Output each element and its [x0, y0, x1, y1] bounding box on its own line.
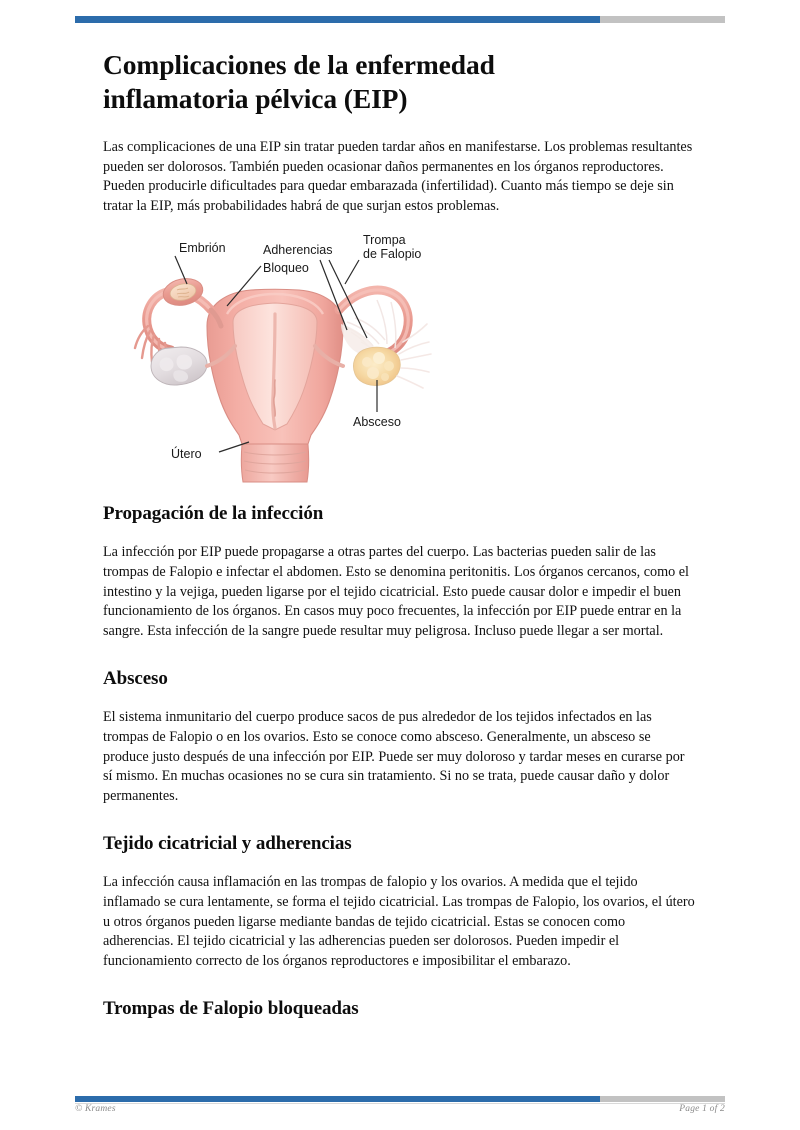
header-rule-blue-segment	[75, 16, 600, 23]
section-heading-propagacion: Propagación de la infección	[103, 503, 324, 525]
document-content	[103, 48, 697, 1021]
label-fallopian-tube-line2: de Falopio	[363, 247, 422, 262]
label-abscess: Absceso	[353, 415, 401, 430]
abscess-shape	[353, 348, 400, 386]
label-fallopian-tube-line1: Trompa	[363, 233, 406, 248]
section-body-absceso: El sistema inmunitario del cuerpo produce sacos de pus alrededor de los tejidos infectados en las trompas de Falopio o en los ovarios. Esto se conoce como absceso. Generalmente, un absceso se produce justo después de una infección por EIP. Puede ser muy doloroso y tardar meses en curarse por sí mismo. En muchas ocasiones no se cura sin tratamiento. Si no se trata, puede causar daño y dolor permanentes.	[103, 709, 685, 804]
footer-rule-blue-segment	[75, 1096, 600, 1102]
section-heading-absceso: Absceso	[103, 668, 168, 690]
footer-rule-gray-segment	[600, 1096, 725, 1102]
label-adhesions: Adherencias	[263, 243, 333, 258]
footer-copyright: © Krames	[75, 1104, 116, 1114]
header-rule	[75, 16, 725, 23]
cervix-shape	[241, 444, 308, 482]
section-body-propagacion: La infección por EIP puede propagarse a otras partes del cuerpo. Las bacterias pueden salir de las trompas de Falopio e infectar el abdomen. Esto se denomina peritonitis. Los órganos cercanos, como el intestino y la vejiga, pueden ligarse por el tejido cicatricial. Esto puede causar dolor e impedir el buen funcionamiento de los órganos. En casos muy poco frecuentes, la infección por EIP puede entrar en la sangre. Esta infección de la sangre puede resultar muy peligrosa. Incluso puede llegar a ser mortal.	[103, 544, 689, 639]
section-body-tejido-cicatricial: La infección causa inflamación en las trompas de falopio y los ovarios. A medida que el tejido inflamado se cura lentamente, se forma el tejido cicatricial. Las trompas de Falopio, los ovarios, el útero u otros órganos pueden ligarse mediante bandas de tejido cicatricial. Estas se conocen como adherencias. El tejido cicatricial y las adherencias pueden ser dolorosos. Pueden impedir el funcionamiento correcto de los órganos reproductores e imposibilitar el embarazo.	[103, 874, 695, 969]
label-blockage: Bloqueo	[263, 261, 309, 276]
footer-hairline	[75, 1103, 725, 1104]
footer-rule	[75, 1096, 725, 1102]
label-uterus: Útero	[171, 447, 202, 462]
pid-anatomy-illustration	[115, 230, 445, 492]
intro-paragraph: Las complicaciones de una EIP sin tratar pueden tardar años en manifestarse. Los problemas resultantes pueden ser dolorosos. También pueden ocasionar daños permanentes en los órganos reproductores. Pueden producirle dificultades para quedar embarazada (infertilidad). Cuanto más tiempo se deje sin tratar la EIP, más probabilidades habrá de que surjan estos problemas.	[103, 139, 693, 214]
footer-page-number: Page 1 of 2	[679, 1104, 725, 1114]
section-heading-trompas-bloqueadas: Trompas de Falopio bloqueadas	[103, 998, 359, 1020]
uterus-shape	[207, 290, 343, 445]
header-rule-gray-segment	[600, 16, 725, 23]
figure-container	[103, 230, 697, 492]
section-heading-tejido-cicatricial: Tejido cicatricial y adherencias	[103, 833, 352, 855]
label-embryo: Embrión	[179, 241, 226, 256]
left-ovary-shape	[151, 347, 207, 385]
page-title: Complicaciones de la enfermedad inflamatoria pélvica (EIP)	[103, 49, 495, 114]
